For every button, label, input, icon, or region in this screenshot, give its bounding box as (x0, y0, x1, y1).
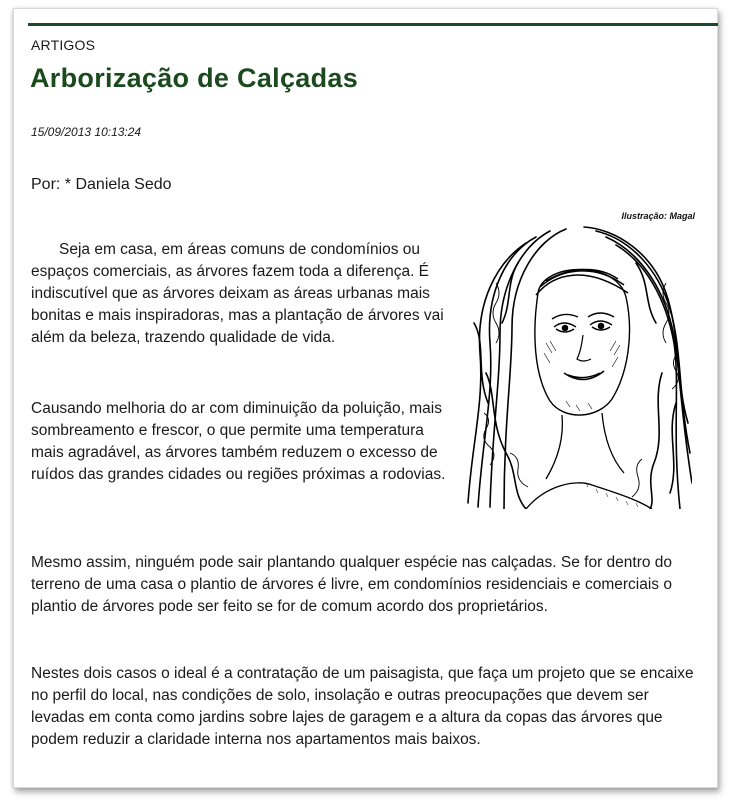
author-byline: Por: * Daniela Sedo (31, 176, 172, 193)
article-paragraph: Seja em casa, em áreas comuns de condomínios ou espaços comerciais, as árvores fazem toda a diferença. É indiscutível que as árvores deixam as áreas urbanas mais bonitas e mais inspiradoras, mas a plantação de árvores vai além da beleza, trazendo qualidade de vida. (31, 241, 444, 346)
section-label[interactable]: ARTIGOS (31, 37, 96, 53)
article-title: Arborização de Calçadas (30, 63, 359, 93)
article-paragraph: Mesmo assim, ninguém pode sair plantando qualquer espécie nas calçadas. Se for dentro do terreno de uma casa o plantio de árvores é livre, em condomínios residenciais e comerciais o plantio de árvores pode ser feito se for de comum acordo dos proprietários. (31, 554, 673, 615)
illustration-credit: Ilustração: Magal (621, 211, 695, 221)
top-divider (28, 23, 718, 26)
author-portrait-illustration (466, 223, 692, 509)
article-paragraph: Causando melhoria do ar com diminuição da poluição, mais sombreamento e frescor, o que permite uma temperatura mais agradável, as árvores também reduzem o excesso de ruídos das grandes cidades ou regiões próximas a rodovias. (31, 400, 446, 483)
article-paragraph: Nestes dois casos o ideal é a contratação de um paisagista, que faça um projeto que se encaixe no perfil do local, nas condições de solo, insolação e outras preocupações que devem ser levadas em conta como jardins sobre lajes de garagem e a altura da copas das árvores que podem reduzir a claridade interna nos apartamentos mais baixos. (31, 665, 694, 748)
article-page (13, 8, 718, 788)
publish-timestamp: 15/09/2013 10:13:24 (31, 125, 142, 139)
